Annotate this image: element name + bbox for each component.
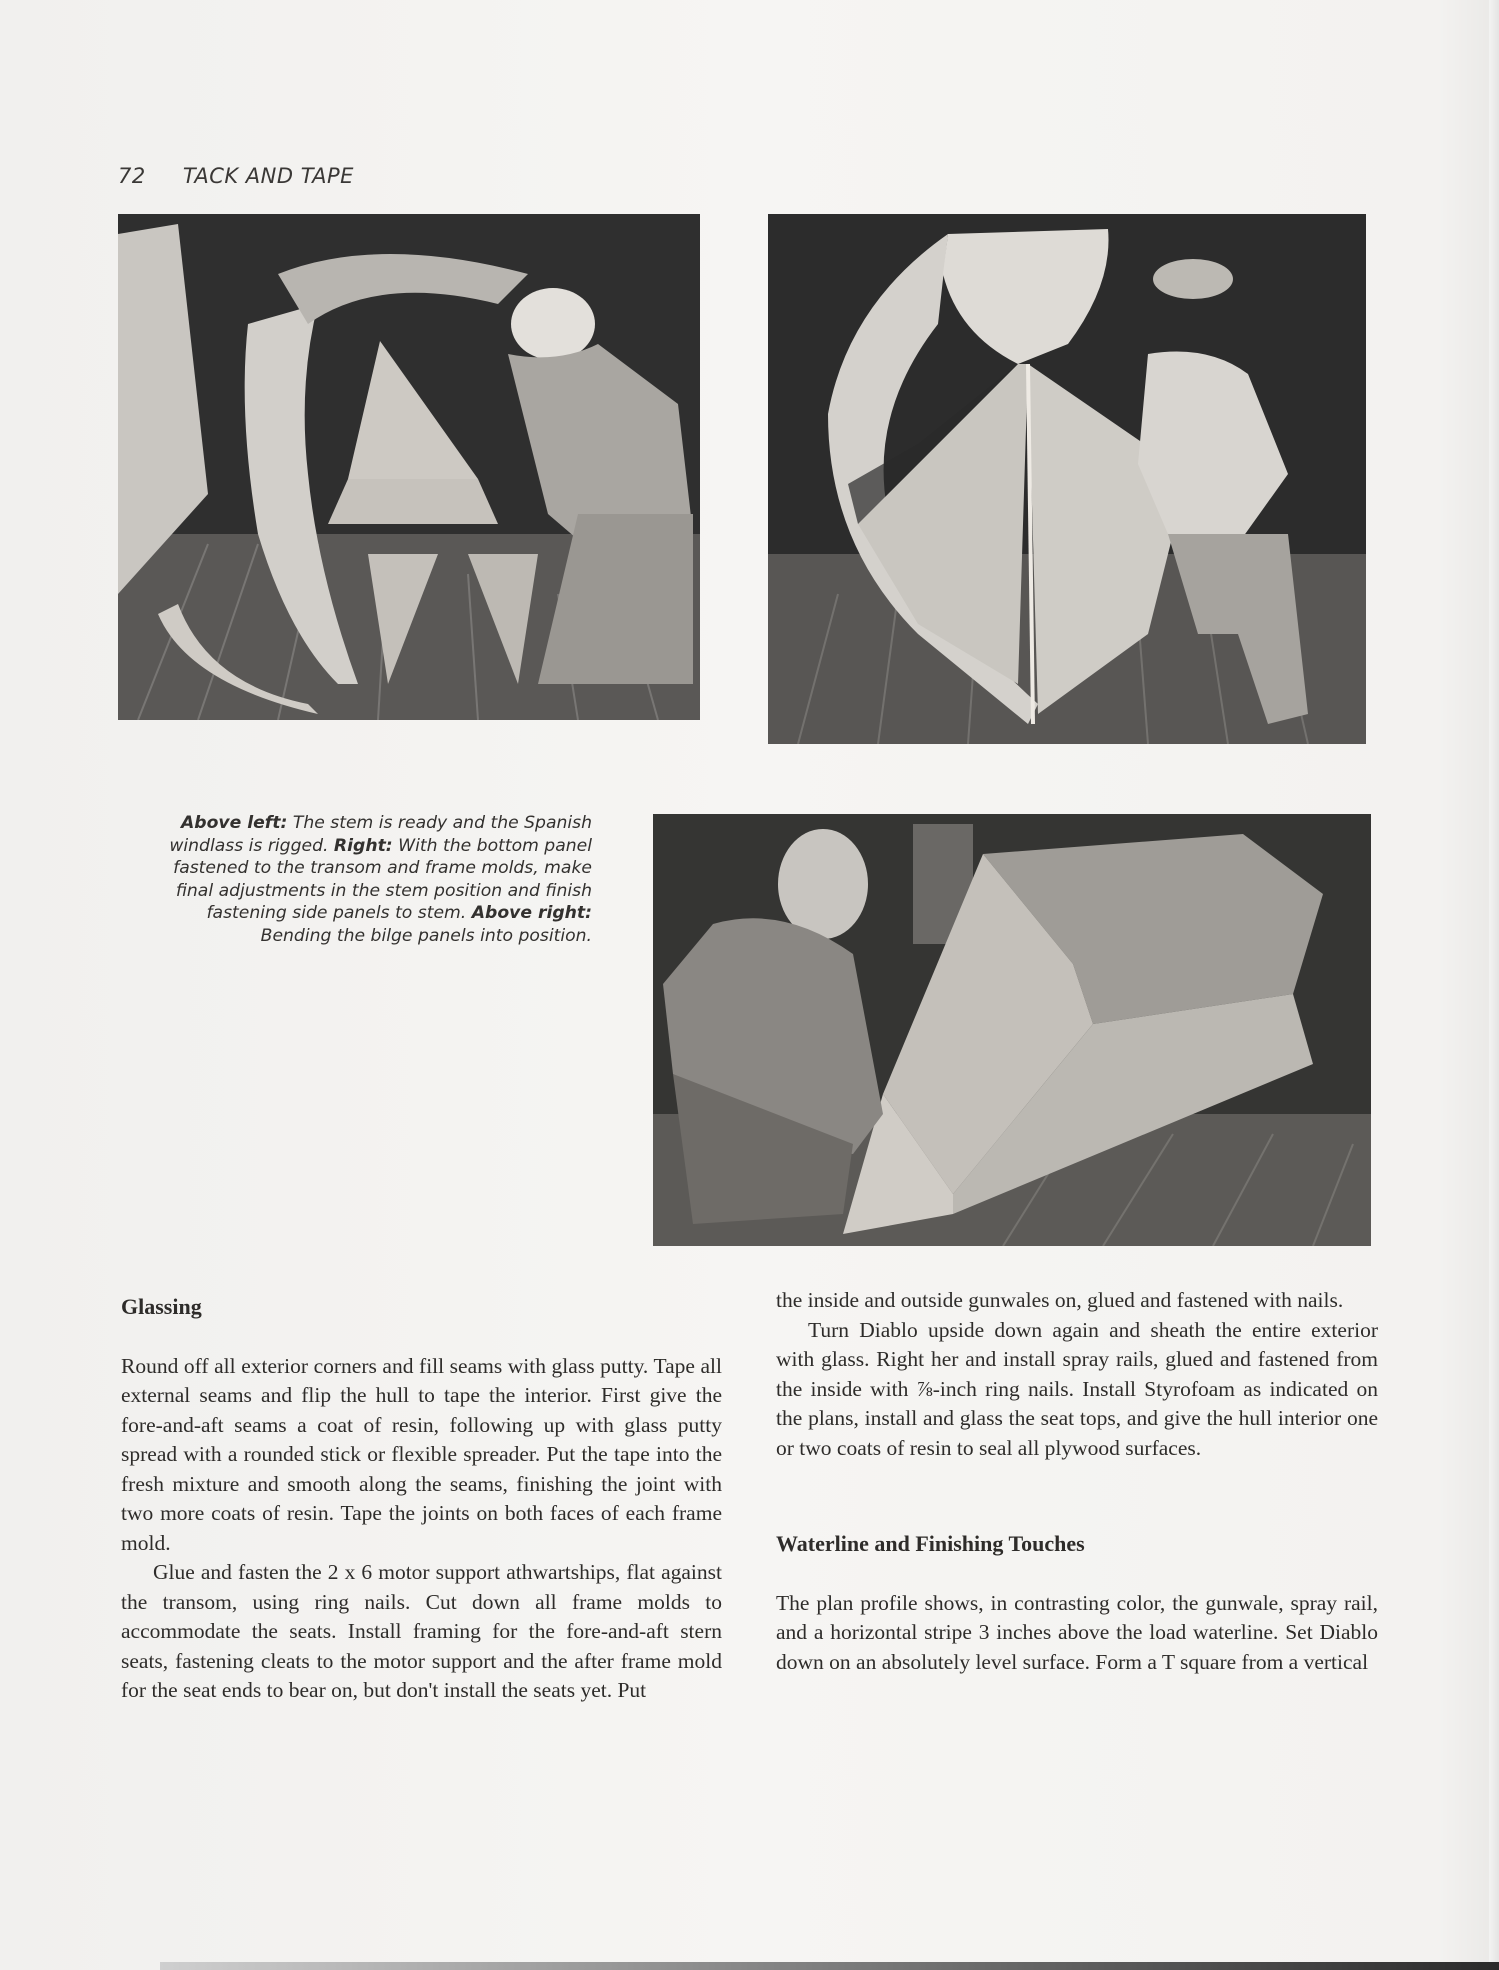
running-head (118, 164, 354, 188)
paragraph-glassing-2: Glue and fasten the 2 x 6 motor support athwartships, flat against the transom, using ring nails. Cut down all frame molds to accommodate the seats. Install framing for the fore-and-aft stern seats, fastening cleats to the motor support and the after frame mold for the seat ends to bear on, but don't install the seats yet. Put (121, 1560, 722, 1702)
page-edge-bottom (160, 1962, 1499, 1970)
caption-text-above-right: Bending the bilge panels into position. (260, 925, 592, 946)
photo-above-right (768, 214, 1366, 744)
right-column (776, 1286, 1378, 1677)
paragraph-gunwales: the inside and outside gunwales on, glued and fastened with nails. (776, 1288, 1344, 1312)
section-heading-waterline: Waterline and Finishing Touches (776, 1531, 1085, 1556)
caption-text-right: With the bottom panel fastened to the transom and frame molds, make final adjustments in the stem position and finish fastening side panels to stem. (173, 835, 592, 924)
caption-label-above-right: Above right: (471, 903, 592, 924)
photo-right (653, 814, 1371, 1246)
paragraph-glassing-1: Round off all exterior corners and fill seams with glass putty. Tape all external seams and flip the hull to tape the interior. First give the fore-and-aft seams a coat of resin, following up with glass putty spread with a rounded stick or flexible spreader. Put the tape into the fresh mixture and smooth along the seams, finishing the joint with two more coats of resin. Tape the joints on both faces of each frame mold. (121, 1353, 722, 1555)
photo-fastening-side-panels-image (653, 814, 1371, 1246)
paragraph-sheath: Turn Diablo upside down again and sheath the entire exterior with glass. Right her and install spray rails, glued and fastened from the inside with ⅞-inch ring nails. Install Styrofoam as indicated on the plans, install and glass the seat tops, and give the hull interior one or two coats of resin to seal all plywood surfaces. (776, 1317, 1378, 1460)
page-number: 72 (118, 164, 146, 188)
page-edge-right (1489, 0, 1499, 1970)
photo-above-left (118, 214, 700, 720)
section-heading-glassing: Glassing (121, 1294, 202, 1319)
caption-text-above-left: The stem is ready and the Spanish windlass is rigged. (169, 813, 592, 856)
paragraph-waterline: The plan profile shows, in contrasting color, the gunwale, spray rail, and a horizontal stripe 3 inches above the load waterline. Set Diablo down on an absolutely level surface. Form a T square from a vertical (776, 1590, 1378, 1674)
caption-label-right: Right: (333, 835, 393, 856)
section-title: TACK AND TAPE (182, 164, 354, 188)
left-column (121, 1292, 722, 1706)
photo-bilge-panels-image (768, 214, 1366, 744)
photo-stem-windlass-image (118, 214, 700, 720)
figure-caption (160, 812, 592, 948)
caption-label-above-left: Above left: (181, 813, 288, 833)
